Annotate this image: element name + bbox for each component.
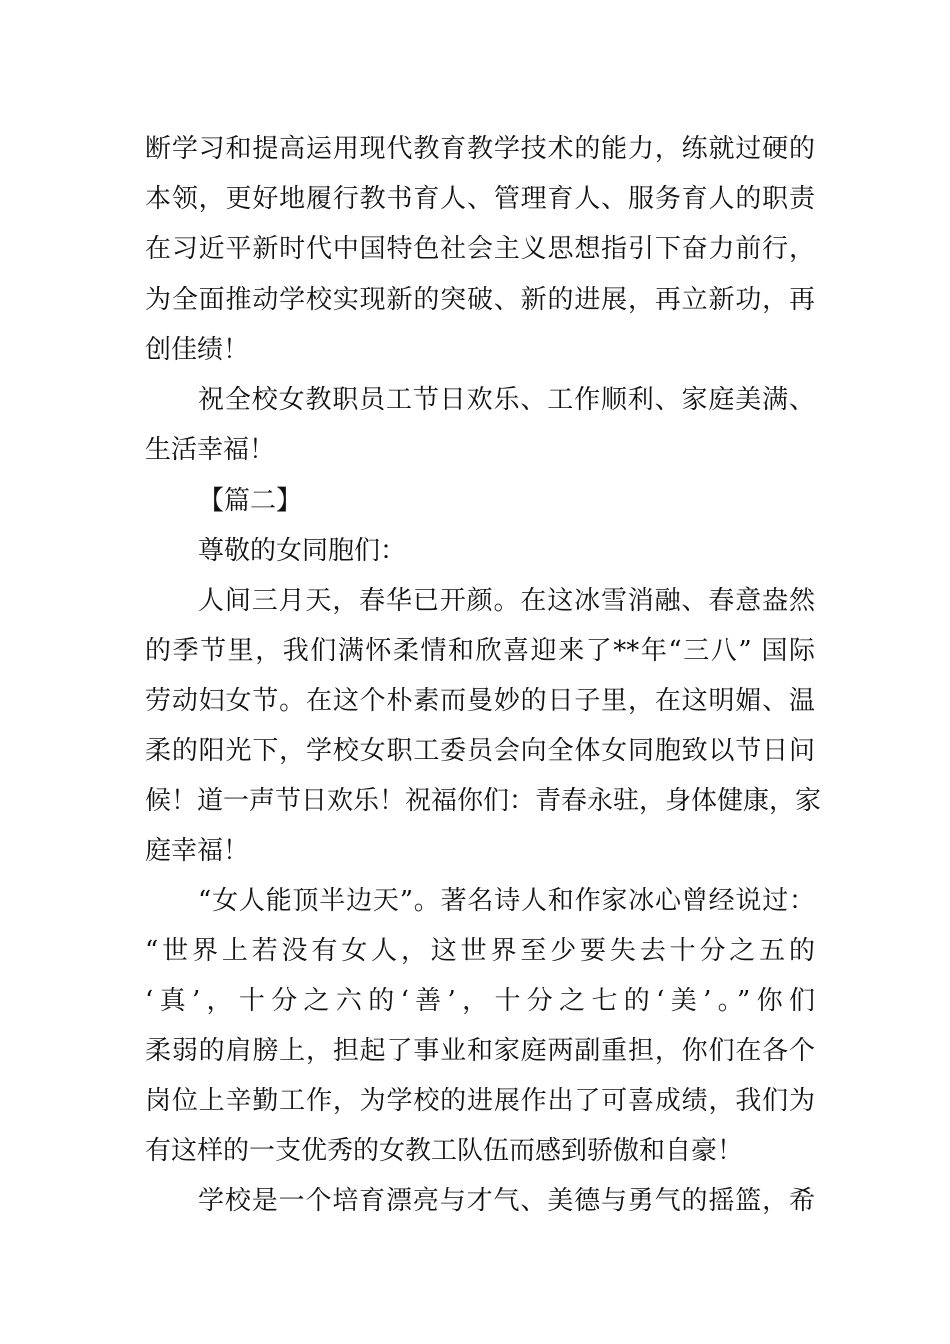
- text-line: 祝全校女教职员工节日欢乐、工作顺利、家庭美满、: [198, 385, 815, 415]
- text-line: 柔的阳光下，学校女职工委员会向全体女同胞致以节日问: [145, 736, 815, 766]
- text-line: 断学习和提高运用现代教育教学技术的能力，练就过硬的: [145, 134, 815, 164]
- text-line: 劳动妇女节。在这个朴素而曼妙的日子里，在这明媚、温: [145, 686, 815, 716]
- text-line: 柔弱的肩膀上，担起了事业和家庭两副重担，你们在各个: [145, 1036, 815, 1066]
- text-line: “女人能顶半边天”。著名诗人和作家冰心曾经说过：: [198, 886, 815, 916]
- text-line: 在习近平新时代中国特色社会主义思想指引下奋力前行，: [145, 234, 815, 264]
- text-line: 候！道一声节日欢乐！祝福你们：青春永驻，身体健康，家: [145, 786, 822, 816]
- text-line: 岗位上辛勤工作，为学校的进展作出了可喜成绩，我们为: [145, 1086, 815, 1116]
- text-line: 人间三月天，春华已开颜。在这冰雪消融、春意盎然: [198, 586, 815, 616]
- section-heading: 【篇二】: [198, 486, 303, 516]
- salutation: 尊敬的女同胞们：: [198, 536, 407, 566]
- text-line: ‘真’，十分之六的‘善’，十分之七的‘美’。”你们: [145, 986, 815, 1016]
- text-line: 庭幸福！: [145, 836, 250, 866]
- text-line: 本领，更好地履行教书育人、管理育人、服务育人的职责: [145, 184, 815, 214]
- text-line: 创佳绩！: [145, 335, 250, 365]
- text-line: 为全面推动学校实现新的突破、新的进展，再立新功，再: [145, 285, 815, 315]
- text-line: 有这样的一支优秀的女教工队伍而感到骄傲和自豪！: [145, 1136, 744, 1166]
- text-line: 生活幸福！: [145, 435, 276, 465]
- text-line: “世界上若没有女人，这世界至少要失去十分之五的: [145, 936, 815, 966]
- text-line: 的季节里，我们满怀柔情和欣喜迎来了**年“三八” 国际: [145, 636, 815, 666]
- text-line: 学校是一个培育漂亮与才气、美德与勇气的摇篮，希: [198, 1186, 815, 1216]
